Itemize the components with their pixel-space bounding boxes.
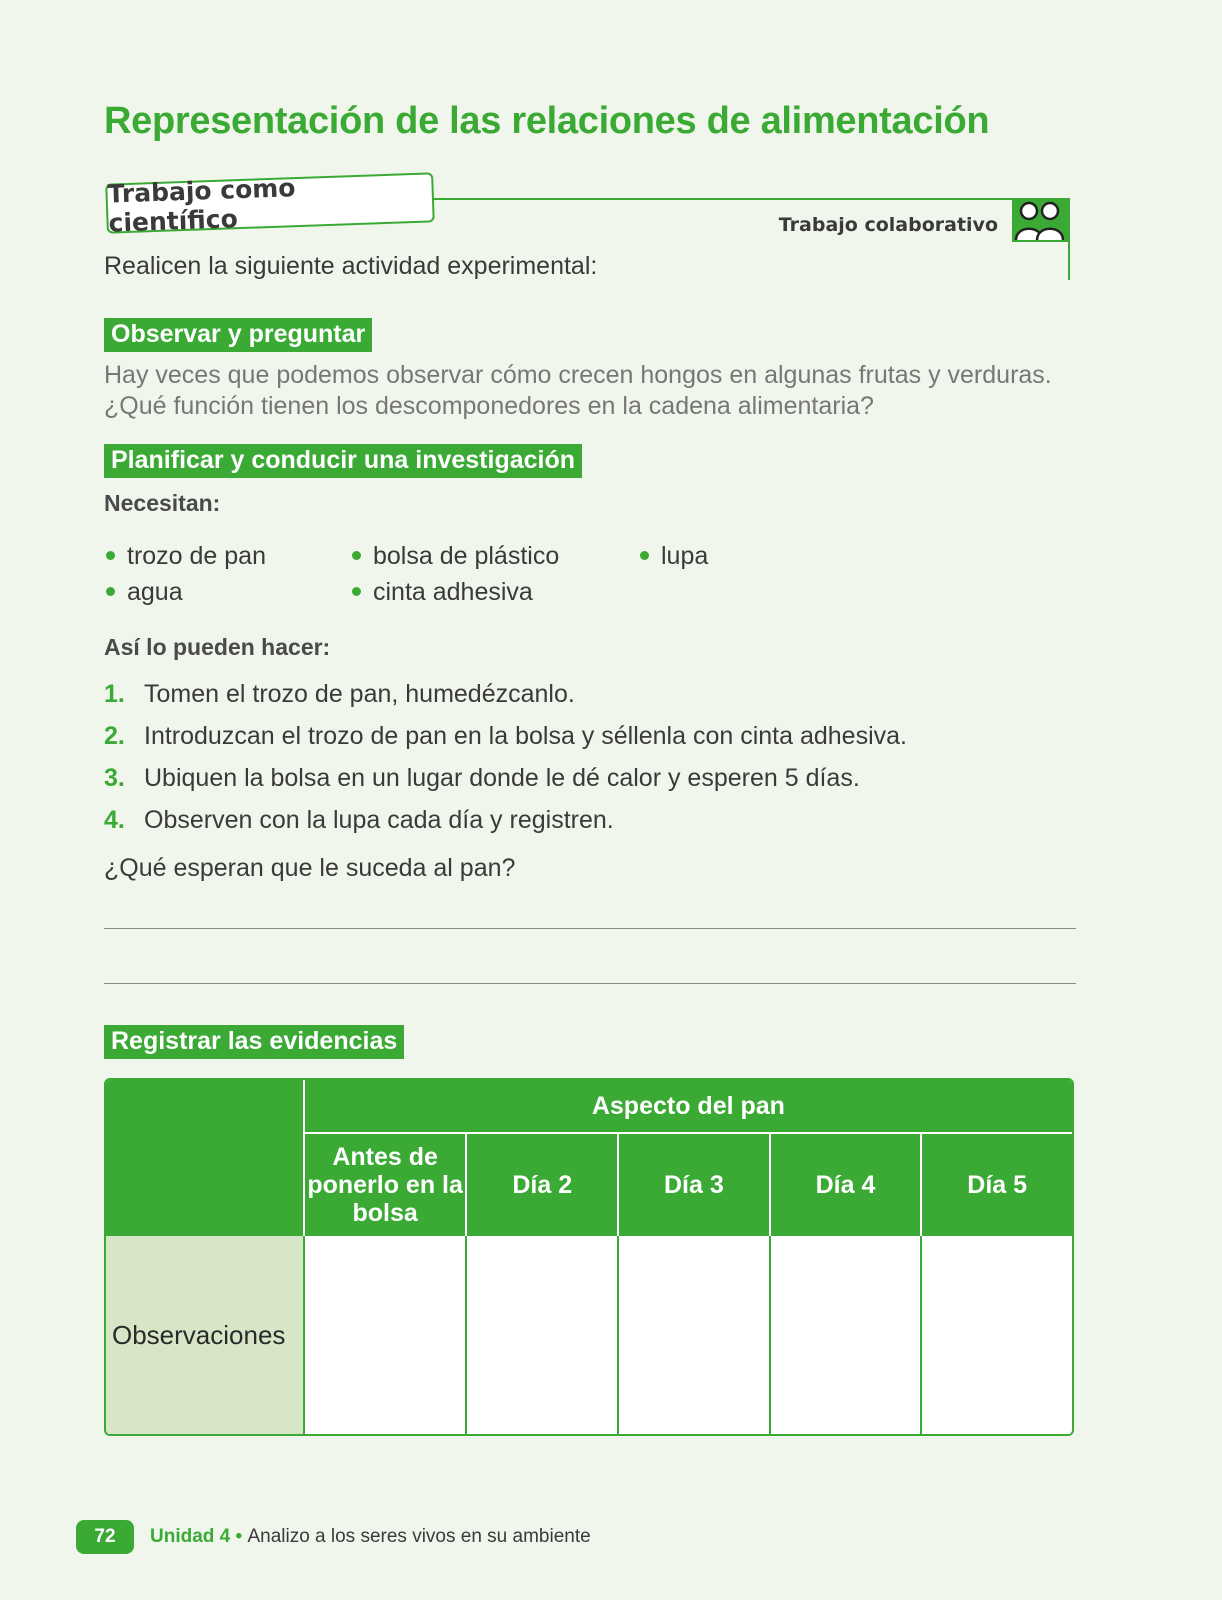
column-header: Día 5 <box>920 1134 1072 1236</box>
column-header: Antes de ponerlo en la bolsa <box>303 1134 466 1236</box>
observation-cell[interactable] <box>303 1236 466 1434</box>
observation-cell[interactable] <box>465 1236 617 1434</box>
bullet-icon <box>352 551 361 560</box>
observe-line-2: ¿Qué función tienen los descomponedores en la cadena alimentaria? <box>104 392 874 420</box>
material-item: cinta adhesiva <box>352 578 533 607</box>
answer-line[interactable] <box>104 983 1076 984</box>
needs-label: Necesitan: <box>104 490 221 516</box>
column-header: Día 2 <box>465 1134 617 1236</box>
observation-cell[interactable] <box>617 1236 769 1434</box>
answer-line[interactable] <box>104 928 1076 929</box>
material-item: trozo de pan <box>106 542 266 571</box>
table-header-span: Aspecto del pan <box>303 1080 1072 1134</box>
step-item: 1. Tomen el trozo de pan, humedézcanlo. <box>104 680 575 708</box>
intro-text: Realicen la siguiente actividad experimental: <box>104 252 598 280</box>
step-item: 3. Ubiquen la bolsa en un lugar donde le dé calor y esperen 5 días. <box>104 764 860 792</box>
step-item: 4. Observen con la lupa cada día y registren. <box>104 806 614 834</box>
evidence-table <box>104 1078 1074 1436</box>
question-text: ¿Qué esperan que le suceda al pan? <box>104 854 516 882</box>
record-tag: Registrar las evidencias <box>104 1025 404 1059</box>
observe-tag: Observar y preguntar <box>104 318 372 352</box>
plan-tag: Planificar y conducir una investigación <box>104 444 582 478</box>
section-rule <box>430 198 1068 200</box>
page-number: 72 <box>76 1520 134 1554</box>
row-label: Observaciones <box>106 1236 303 1434</box>
bullet-icon <box>640 551 649 560</box>
material-item: agua <box>106 578 183 607</box>
observe-line-1: Hay veces que podemos observar cómo crecen hongos en algunas frutas y verduras. <box>104 361 1052 389</box>
collaborative-label: Trabajo colaborativo <box>778 214 998 236</box>
material-item: lupa <box>640 542 708 571</box>
column-header: Día 4 <box>769 1134 921 1236</box>
column-header: Día 3 <box>617 1134 769 1236</box>
table-corner <box>106 1080 303 1236</box>
page-title: Representación de las relaciones de alimentación <box>104 100 990 142</box>
bullet-icon <box>106 551 115 560</box>
how-label: Así lo pueden hacer: <box>104 634 331 660</box>
observation-cell[interactable] <box>769 1236 921 1434</box>
step-item: 2. Introduzcan el trozo de pan en la bolsa y séllenla con cinta adhesiva. <box>104 722 907 750</box>
bullet-icon <box>352 587 361 596</box>
observation-cell[interactable] <box>920 1236 1072 1434</box>
material-item: bolsa de plástico <box>352 542 559 571</box>
group-people-icon <box>1012 198 1070 242</box>
bullet-icon <box>106 587 115 596</box>
footer-unit: Unidad 4 • Analizo a los seres vivos en su ambiente <box>150 1526 591 1547</box>
section-badge: Trabajo como científico <box>105 172 435 233</box>
